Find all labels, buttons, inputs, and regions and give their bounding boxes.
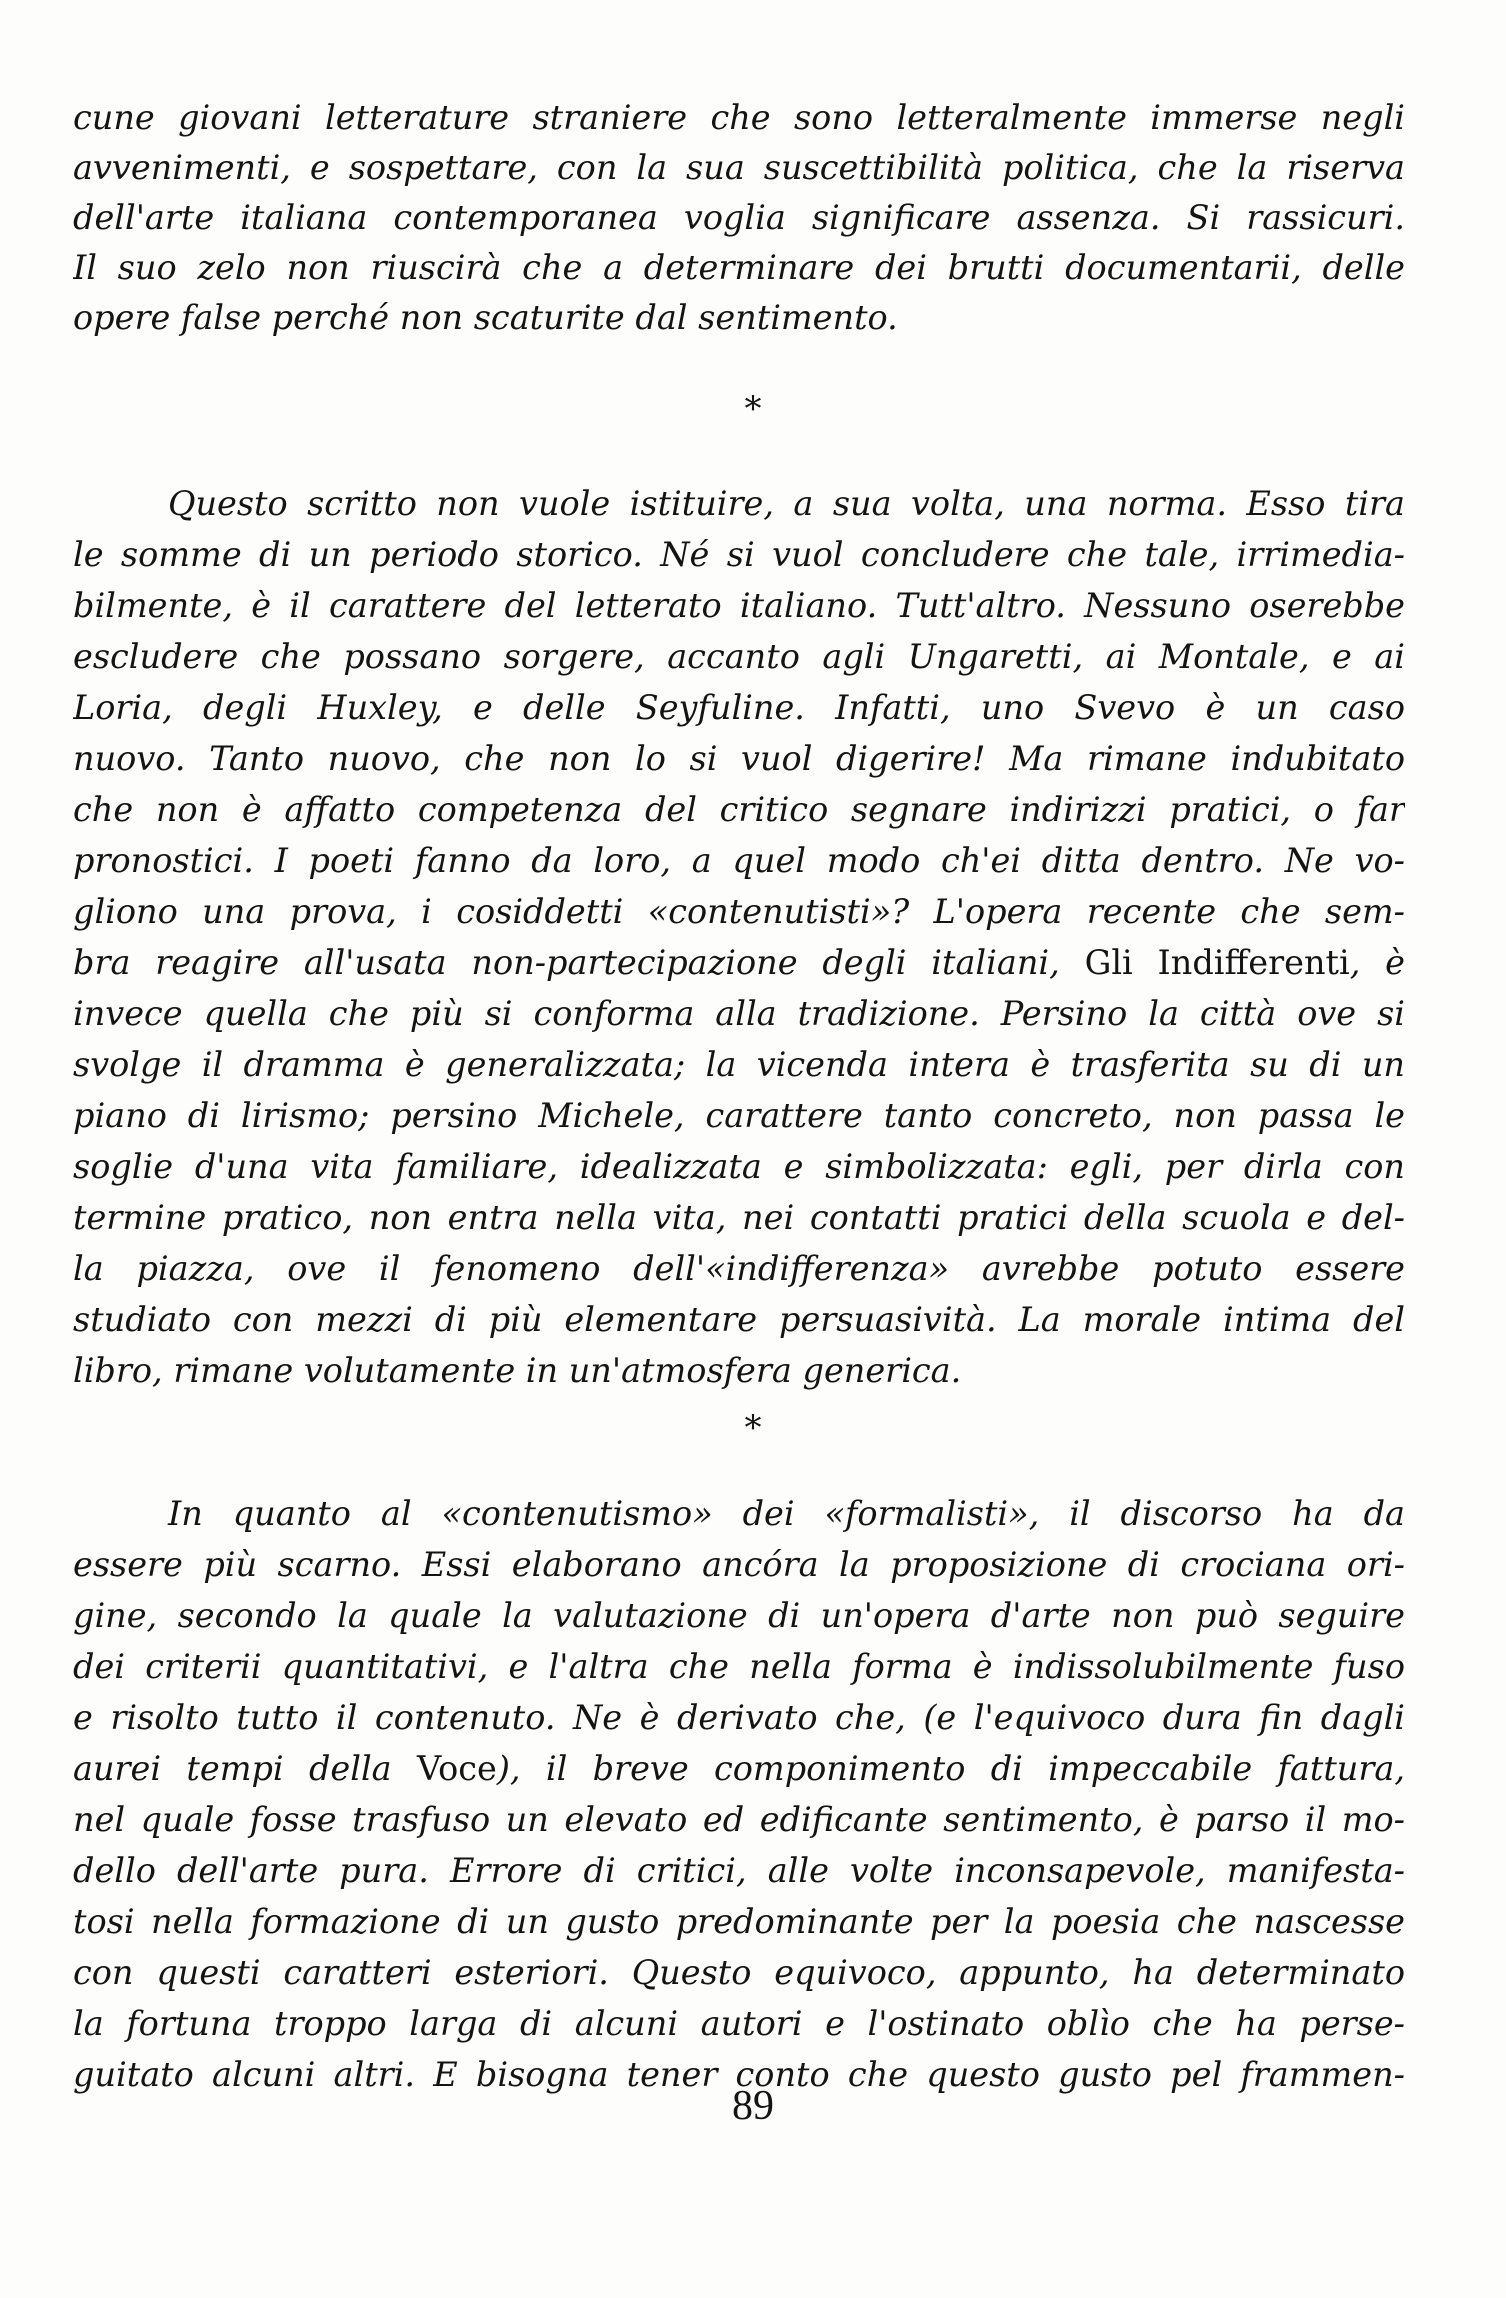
book-title: Gli Indifferenti bbox=[1084, 943, 1350, 982]
paragraph-formalisti bbox=[73, 1488, 1405, 2100]
text-line: libro, rimane volutamente in un'atmosfera generica. bbox=[73, 1351, 962, 1390]
text-line: Loria, degli Huxley, e delle Seyfuline. Infatti, uno Svevo è un caso bbox=[73, 688, 1405, 727]
text-line: pronostici. I poeti fanno da loro, a quel modo ch'ei ditta dentro. Ne vo- bbox=[73, 841, 1405, 880]
text-line: dei criterii quantitativi, e l'altra che nella forma è indissolubilmente fuso bbox=[73, 1647, 1405, 1686]
line-segment: aurei tempi della bbox=[73, 1749, 417, 1788]
section-separator: * bbox=[744, 389, 762, 429]
text-line: In quanto al «contenutismo» dei «formalisti», il discorso ha da bbox=[168, 1494, 1405, 1533]
text-line: soglie d'una vita familiare, idealizzata e simbolizzata: egli, per dirla con bbox=[73, 1147, 1405, 1186]
text-line: la piazza, ove il fenomeno dell'«indifferenza» avrebbe potuto essere bbox=[73, 1249, 1405, 1288]
line-segment: bra reagire all'usata non-partecipazione degli italiani, bbox=[73, 943, 1085, 982]
line-segment: , è bbox=[1349, 943, 1405, 982]
page-number: 89 bbox=[732, 2083, 774, 2129]
text-line: cune giovani letterature straniere che sono letteralmente immerse negli bbox=[73, 98, 1405, 137]
text-line: la fortuna troppo larga di alcuni autori e l'ostinato oblìo che ha perse- bbox=[73, 2004, 1405, 2043]
text-line: che non è affatto competenza del critico segnare indirizzi pratici, o far bbox=[73, 790, 1405, 829]
text-line: studiato con mezzi di più elementare persuasività. La morale intima del bbox=[73, 1300, 1405, 1339]
text-line: gliono una prova, i cosiddetti «contenutisti»? L'opera recente che sem- bbox=[73, 892, 1405, 931]
section-separator: * bbox=[744, 1408, 762, 1448]
text-line: escludere che possano sorgere, accanto agli Ungaretti, ai Montale, e ai bbox=[73, 637, 1405, 676]
text-line: dell'arte italiana contemporanea voglia significare assenza. Si rassicuri. bbox=[73, 198, 1405, 237]
text-line: avvenimenti, e sospettare, con la sua suscettibilità politica, che la riserva bbox=[73, 148, 1405, 187]
paragraph-norma bbox=[73, 478, 1405, 1396]
text-line: nel quale fosse trasfuso un elevato ed edificante sentimento, è parso il mo- bbox=[73, 1800, 1405, 1839]
text-line: dello dell'arte pura. Errore di critici, alle volte inconsapevole, manifesta- bbox=[73, 1851, 1405, 1890]
text-line: piano di lirismo; persino Michele, carattere tanto concreto, non passa le bbox=[73, 1096, 1405, 1135]
text-line: guitato alcuni altri. E bisogna tener conto che questo gusto pel frammen- bbox=[73, 2055, 1405, 2094]
text-line: svolge il dramma è generalizzata; la vicenda intera è trasferita su di un bbox=[73, 1045, 1405, 1084]
text-line: nuovo. Tanto nuovo, che non lo si vuol digerire! Ma rimane indubitato bbox=[73, 739, 1405, 778]
text-line: termine pratico, non entra nella vita, nei contatti pratici della scuola e del- bbox=[73, 1198, 1405, 1237]
text-line: e risolto tutto il contenuto. Ne è derivato che, (e l'equivoco dura fin dagli bbox=[73, 1698, 1405, 1737]
text-line: Questo scritto non vuole istituire, a sua volta, una norma. Esso tira bbox=[168, 484, 1405, 523]
text-line-with-title bbox=[73, 937, 1405, 988]
journal-title: Voce bbox=[416, 1749, 497, 1788]
text-line: opere false perché non scaturite dal sentimento. bbox=[73, 298, 898, 337]
line-segment: ), il breve componimento di impeccabile fattura, bbox=[496, 1749, 1405, 1788]
text-line: Il suo zelo non riuscirà che a determinare dei brutti documentarii, delle bbox=[73, 248, 1405, 287]
text-line: le somme di un periodo storico. Né si vuol concludere che tale, irrimedia- bbox=[73, 535, 1405, 574]
paragraph-continuation bbox=[73, 93, 1405, 343]
text-line: con questi caratteri esteriori. Questo equivoco, appunto, ha determinato bbox=[73, 1953, 1405, 1992]
text-line: essere più scarno. Essi elaborano ancóra la proposizione di crociana ori- bbox=[73, 1545, 1405, 1584]
text-line: invece quella che più si conforma alla tradizione. Persino la città ove si bbox=[73, 994, 1405, 1033]
text-line: bilmente, è il carattere del letterato italiano. Tutt'altro. Nessuno oserebbe bbox=[73, 586, 1405, 625]
text-line: gine, secondo la quale la valutazione di un'opera d'arte non può seguire bbox=[73, 1596, 1405, 1635]
text-line-with-title bbox=[73, 1743, 1405, 1794]
text-line: tosi nella formazione di un gusto predominante per la poesia che nascesse bbox=[73, 1902, 1405, 1941]
